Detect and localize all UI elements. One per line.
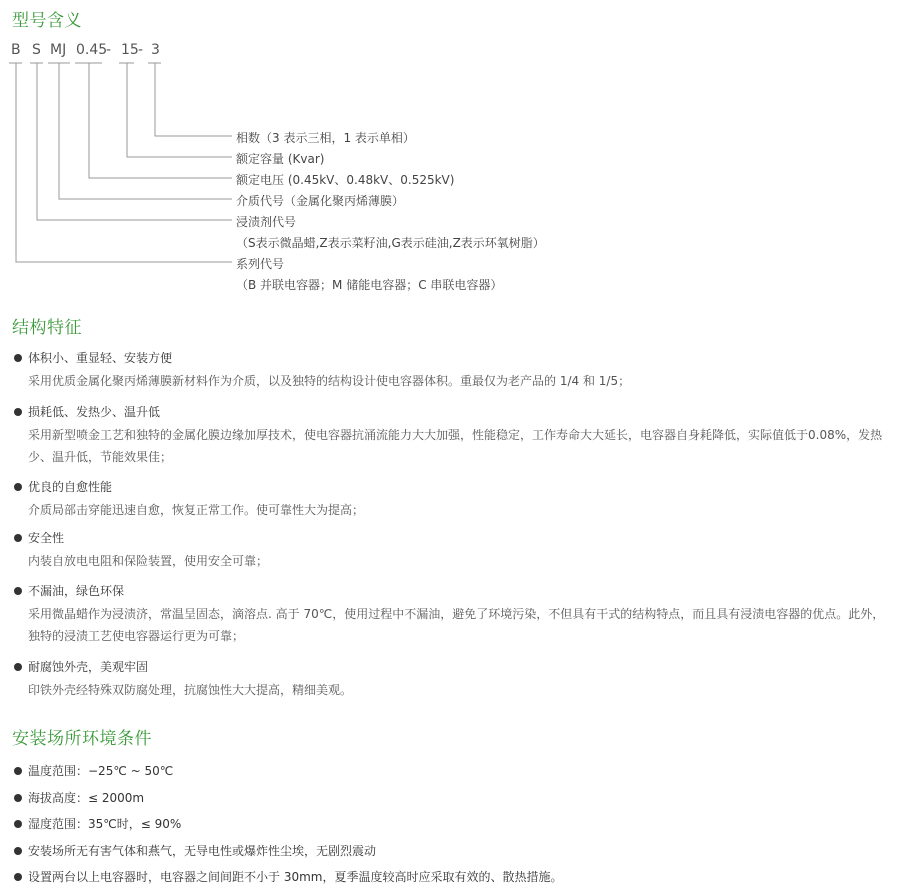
section-title-environment: 安装场所环境条件 bbox=[12, 729, 152, 749]
feature-label: 优良的自愈性能 bbox=[14, 478, 112, 495]
bullet-icon bbox=[14, 873, 22, 881]
legend-series: 系列代号 bbox=[236, 257, 285, 271]
env-item: 温度范围：−25℃ ~ 50℃ bbox=[14, 762, 173, 779]
legend-dielectric: 介质代号（金属化聚丙烯薄膜） bbox=[236, 194, 405, 208]
env-item: 设置两台以上电容器时，电容器之间间距不小于 30mm，夏季温度较高时应采取有效的、散热措施。 bbox=[14, 868, 562, 885]
bullet-icon bbox=[14, 794, 22, 802]
feature-label: 耐腐蚀外壳，美观牢固 bbox=[14, 658, 148, 675]
bullet-icon bbox=[14, 820, 22, 828]
code-part-b: B bbox=[11, 42, 21, 58]
bullet-icon bbox=[14, 767, 22, 775]
legend-phase: 相数（3 表示三相，1 表示单相） bbox=[236, 131, 415, 145]
env-item: 海拔高度：≤ 2000m bbox=[14, 789, 144, 806]
legend-voltage: 额定电压 (0.45kV、0.48kV、0.525kV) bbox=[236, 173, 455, 187]
legend-impregnant-detail: （S表示微晶蜡,Z表示菜籽油,G表示硅油,Z表示环氧树脂） bbox=[236, 236, 545, 250]
legend-impregnant: 浸渍剂代号 bbox=[236, 215, 297, 229]
section-title-features: 结构特征 bbox=[12, 318, 82, 338]
legend-series-detail: （B 并联电容器；M 储能电容器；C 串联电容器） bbox=[236, 278, 503, 292]
feature-desc: 采用新型喷金工艺和独特的金属化膜边缘加厚技术，使电容器抗涌流能力大大加强，性能稳定，工作寿命大大延长，电容器自身耗降低，实际值低于0.08%，发热少、温升低，节能效果佳； bbox=[28, 428, 883, 464]
code-part-capacity: 15 bbox=[121, 42, 139, 58]
bullet-icon bbox=[14, 354, 22, 362]
code-part-s: S bbox=[32, 42, 41, 58]
bullet-icon bbox=[14, 663, 22, 671]
env-item: 湿度范围：35℃时，≤ 90% bbox=[14, 815, 181, 832]
bullet-icon bbox=[14, 534, 22, 542]
feature-desc: 介质局部击穿能迅速自愈，恢复正常工作。使可靠性大为提高； bbox=[28, 503, 365, 517]
code-separator: - bbox=[138, 42, 144, 58]
feature-desc: 印铁外壳经特殊双防腐处理，抗腐蚀性大大提高，精细美观。 bbox=[28, 683, 353, 697]
legend-capacity: 额定容量 (Kvar) bbox=[236, 152, 325, 166]
env-item: 安装场所无有害气体和燕气，无导电性或爆炸性尘埃，无剧烈震动 bbox=[14, 842, 376, 859]
code-part-phase: 3 bbox=[151, 42, 160, 58]
bullet-icon bbox=[14, 847, 22, 855]
section-title-model: 型号含义 bbox=[12, 11, 82, 31]
bullet-icon bbox=[14, 408, 22, 416]
feature-label: 安全性 bbox=[14, 529, 64, 546]
bullet-icon bbox=[14, 587, 22, 595]
feature-label: 体积小、重显轻、安装方便 bbox=[14, 349, 172, 366]
feature-label: 不漏油，绿色环保 bbox=[14, 582, 124, 599]
feature-label: 损耗低、发热少、温升低 bbox=[14, 403, 160, 420]
bullet-icon bbox=[14, 483, 22, 491]
code-separator: - bbox=[106, 42, 112, 58]
feature-desc: 内装自放电电阻和保险装置，使用安全可靠； bbox=[28, 554, 269, 568]
code-part-mj: MJ bbox=[50, 42, 67, 58]
feature-desc: 采用优质金属化聚丙烯薄膜新材料作为介质，以及独特的结构设计使电容器体积。重最仅为老产品的 1/4 和 1/5； bbox=[28, 374, 631, 388]
feature-desc: 采用微晶蜡作为浸渍济，常温呈固态，滴溶点. 高于 70℃，使用过程中不漏油，避免了环境污染，不但具有干式的结构特点，而且具有浸渍电容器的优点。此外，独特的浸渍工艺使电容器运行更为可靠； bbox=[28, 607, 885, 643]
code-part-voltage: 0.45 bbox=[76, 42, 108, 58]
model-connector-lines bbox=[0, 0, 901, 300]
